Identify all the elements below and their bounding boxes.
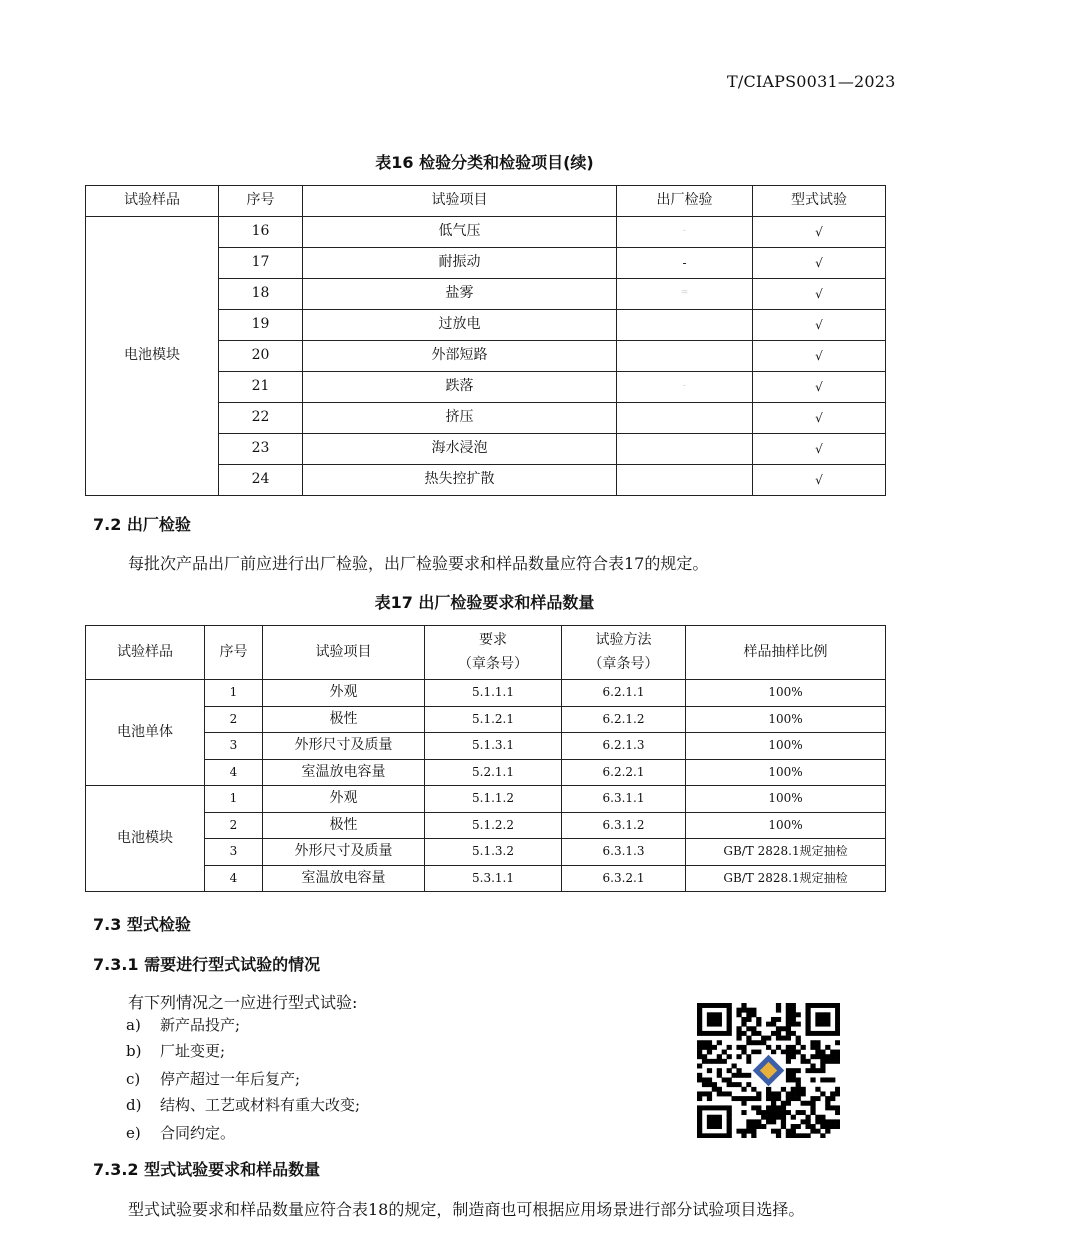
table16-no: 23 [219,434,303,465]
list-item [126,1014,240,1035]
table17-req: 5.1.2.2 [425,812,562,839]
table16 [85,185,886,496]
list-item-text: 厂址变更; [160,1042,226,1060]
table17-item: 外形尺寸及质量 [263,733,425,760]
table-row [86,733,886,760]
list-item-text: 合同约定。 [160,1124,236,1142]
table16-type: √ [753,279,886,310]
table17-header-method [562,626,686,680]
table16-item: 外部短路 [303,341,617,372]
table16-factory [617,403,753,434]
table16-no: 22 [219,403,303,434]
table17-method: 6.3.1.1 [562,786,686,813]
table16-factory [617,465,753,496]
document-code: T/CIAPS0031—2023 [727,72,896,91]
table17-item: 外形尺寸及质量 [263,839,425,866]
table17-header-req-line2: （章条号） [458,655,528,672]
table16-no: 21 [219,372,303,403]
table17-ratio: 100% [686,812,886,839]
table17-header-method-line2: （章条号） [588,655,659,672]
section-7-2-heading: 7.2 出厂检验 [93,515,191,534]
table16-factory: - [617,248,753,279]
table16-factory: - [617,217,753,248]
table17-item: 室温放电容量 [263,865,425,892]
table16-header-no: 序号 [219,186,303,217]
table16-no: 19 [219,310,303,341]
table17-ratio: GB/T 2828.1规定抽检 [686,839,886,866]
table17-no: 2 [205,706,263,733]
table16-type: √ [753,310,886,341]
list-item-text: 停产超过一年后复产; [160,1070,301,1088]
table17-no: 2 [205,812,263,839]
list-item-text: 新产品投产; [160,1016,241,1034]
list-item [126,1040,225,1061]
table17-method: 6.3.2.1 [562,865,686,892]
table17-item: 室温放电容量 [263,759,425,786]
table17-item: 外观 [263,680,425,707]
table17-header-sample: 试验样品 [86,626,205,680]
table17-req: 5.1.2.1 [425,706,562,733]
table17-req: 5.3.1.1 [425,865,562,892]
table16-factory [617,341,753,372]
table17-ratio: 100% [686,680,886,707]
table-row [86,680,886,707]
table17-ratio: 100% [686,706,886,733]
table17-req: 5.1.3.2 [425,839,562,866]
table16-item: 耐振动 [303,248,617,279]
table17-no: 1 [205,786,263,813]
table17-ratio: 100% [686,786,886,813]
table16-header-factory: 出厂检验 [617,186,753,217]
table16-factory [617,310,753,341]
table17-method: 6.2.2.1 [562,759,686,786]
table16-factory: = [617,279,753,310]
table17-header-item: 试验项目 [263,626,425,680]
table-row [86,217,886,248]
table17-ratio: GB/T 2828.1规定抽检 [686,865,886,892]
table16-header-sample: 试验样品 [86,186,219,217]
table16-type: √ [753,434,886,465]
table-row [86,706,886,733]
table16-type: √ [753,372,886,403]
table16-item: 挤压 [303,403,617,434]
table16-factory [617,434,753,465]
table17-item: 极性 [263,812,425,839]
list-item [126,1094,360,1115]
qr-code-icon [697,1003,840,1138]
table17-item: 极性 [263,706,425,733]
table-row [86,812,886,839]
table16-item: 低气压 [303,217,617,248]
table16-header-type: 型式试验 [753,186,886,217]
table17-header-req-line1: 要求 [479,632,507,648]
list-item-label: b) [126,1042,142,1060]
section-7-3-2-heading: 7.3.2 型式试验要求和样品数量 [93,1160,321,1179]
table17-ratio: 100% [686,733,886,760]
table16-type: √ [753,341,886,372]
section-7-2-paragraph: 每批次产品出厂前应进行出厂检验，出厂检验要求和样品数量应符合表17的规定。 [128,554,709,573]
table16-type: √ [753,217,886,248]
table16-item: 过放电 [303,310,617,341]
list-item-label: e) [126,1124,141,1142]
table17-header-ratio: 样品抽样比例 [686,626,886,680]
table16-item: 海水浸泡 [303,434,617,465]
table16-type: √ [753,248,886,279]
table16-header-row [86,186,886,217]
table16-type: √ [753,403,886,434]
table17-no: 3 [205,733,263,760]
table16-header-item: 试验项目 [303,186,617,217]
list-item [126,1068,300,1089]
list-item-label: d) [126,1096,142,1114]
table17-sample-group: 电池模块 [86,786,205,892]
table17 [85,625,886,892]
table17-no: 3 [205,839,263,866]
table16-item: 盐雾 [303,279,617,310]
table17-header-no: 序号 [205,626,263,680]
table16-no: 17 [219,248,303,279]
table17-item: 外观 [263,786,425,813]
table17-method: 6.2.1.1 [562,680,686,707]
table16-no: 24 [219,465,303,496]
table17-method: 6.3.1.3 [562,839,686,866]
table17-header-req [425,626,562,680]
table-row [86,759,886,786]
table16-type: √ [753,465,886,496]
table16-no: 18 [219,279,303,310]
section-7-3-1-intro: 有下列情况之一应进行型式试验: [128,993,358,1012]
table16-no: 20 [219,341,303,372]
section-7-3-2-paragraph: 型式试验要求和样品数量应符合表18的规定，制造商也可根据应用场景进行部分试验项目选择。 [128,1200,805,1219]
table16-caption: 表16 检验分类和检验项目(续) [375,153,594,172]
section-7-3-heading: 7.3 型式检验 [93,915,191,934]
table17-no: 4 [205,865,263,892]
table17-req: 5.1.1.1 [425,680,562,707]
table17-method: 6.3.1.2 [562,812,686,839]
table16-no: 16 [219,217,303,248]
table16-factory: - [617,372,753,403]
table17-header-row [86,626,886,680]
table17-req: 5.1.1.2 [425,786,562,813]
table17-caption: 表17 出厂检验要求和样品数量 [374,593,595,612]
table-row [86,839,886,866]
table17-req: 5.2.1.1 [425,759,562,786]
table17-sample-group: 电池单体 [86,680,205,786]
table-row [86,865,886,892]
table16-item: 热失控扩散 [303,465,617,496]
section-7-3-1-heading: 7.3.1 需要进行型式试验的情况 [93,955,321,974]
table17-method: 6.2.1.3 [562,733,686,760]
table17-req: 5.1.3.1 [425,733,562,760]
list-item-text: 结构、工艺或材料有重大改变; [160,1096,361,1114]
list-item-label: c) [126,1070,141,1088]
table-row [86,786,886,813]
table17-no: 4 [205,759,263,786]
table16-sample-group: 电池模块 [86,217,219,496]
table17-method: 6.2.1.2 [562,706,686,733]
list-item [126,1122,235,1143]
table16-item: 跌落 [303,372,617,403]
table17-header-method-line1: 试验方法 [595,632,652,648]
table17-no: 1 [205,680,263,707]
list-item-label: a) [126,1016,141,1034]
table17-ratio: 100% [686,759,886,786]
